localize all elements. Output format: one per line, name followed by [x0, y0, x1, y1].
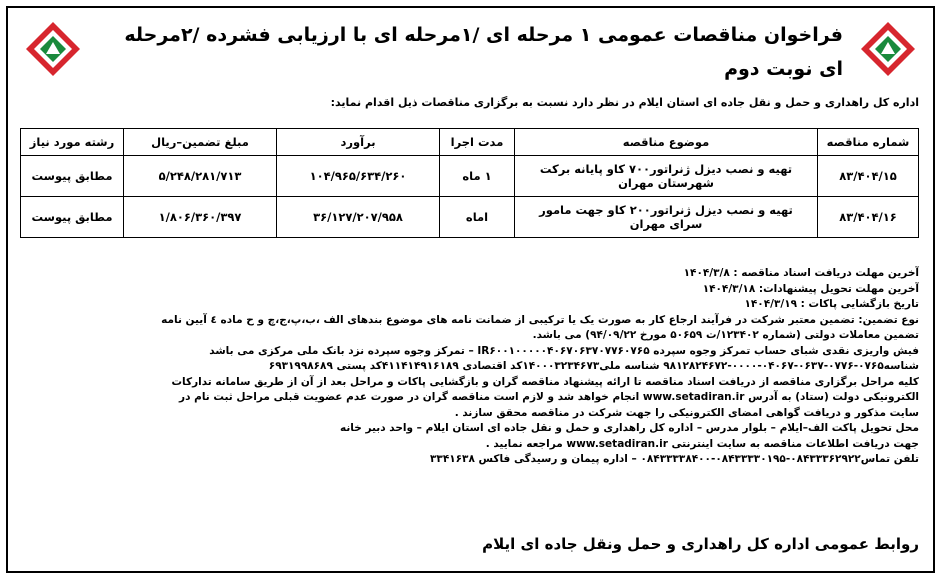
col-header: شماره مناقصه	[818, 129, 919, 156]
table-header-row	[21, 129, 919, 156]
page-title: فراخوان مناقصات عمومی ۱ مرحله ای /۱مرحله ای با ارزیابی فشرده /۲مرحله ای نوبت دوم	[124, 24, 843, 80]
table-cell: ۸۳/۴۰۴/۱۶	[818, 197, 919, 238]
col-header: رشته مورد نیاز	[21, 129, 124, 156]
tender-table	[20, 128, 919, 238]
detail-line: نوع تضمین: تضمین معتبر شرکت در فرآیند ارجاع کار به صورت یک یا ترکیبی از ضمانت نامه های موضوع بندهای الف ،ب،پ،ج،چ و ح ماده ٤ آیین نامه	[161, 313, 919, 326]
details-block	[22, 266, 919, 468]
col-header: مبلغ تضمین–ریال	[124, 129, 277, 156]
table-cell: اماه	[440, 197, 515, 238]
detail-line: تلفن تماس۰۸۴۳۳۳۶۲۹۲۲-۰۸۴۳۳۳۳۰۱۹۵-۰۸۴۳۳۳۳۸۴۰۰ – اداره پیمان و رسیدگی فاکس ۳۳۴۱۶۳۸	[430, 453, 919, 465]
road-administration-logo	[24, 20, 82, 78]
tender-notice	[6, 6, 935, 573]
table-cell: ۱/۸۰۶/۳۶۰/۳۹۷	[124, 197, 277, 238]
col-header: موضوع مناقصه	[515, 129, 818, 156]
detail-line: سایت مذکور و دریافت گواهی امضای الکترونیکی را جهت شرکت در مناقصه محقق سازند .	[454, 406, 919, 419]
detail-line: آخرین مهلت تحویل پیشنهادات: ۱۴۰۴/۳/۱۸	[702, 282, 919, 295]
detail-line: جهت دریافت اطلاعات مناقصه به سایت اینترنتی www.setadiran.ir مراجعه نمایید .	[485, 437, 919, 450]
table-cell: تهیه و نصب دیزل ژنراتور۲۰۰ کاو جهت مامور سرای مهران	[515, 197, 818, 238]
table-row	[21, 156, 919, 197]
detail-line: محل تحویل پاکت الف–ایلام – بلوار مدرس – اداره کل راهداری و حمل و نقل جاده ای استان ایلام – واحد دبیر خانه	[339, 422, 919, 434]
table-cell: ۸۳/۴۰۴/۱۵	[818, 156, 919, 197]
table-cell: مطابق پیوست	[21, 156, 124, 197]
detail-line: فیش واریزی نقدی شبای حساب تمرکز وجوه سپرده IR۶۰۰۱۰۰۰۰۰۴۰۶۷۰۶۳۷۰۷۷۶۰۷۶۵ – تمرکز وجوه سپرده نزد بانک ملی مرکزی می باشد	[209, 344, 919, 357]
table-cell: مطابق پیوست	[21, 197, 124, 238]
table-cell: تهیه و نصب دیزل ژنراتور۷۰۰ کاو پایانه برکت شهرستان مهران	[515, 156, 818, 197]
detail-line: آخرین مهلت دریافت اسناد مناقصه : ۱۴۰۴/۳/۸	[683, 267, 919, 279]
col-header: برآورد	[277, 129, 440, 156]
detail-line: الکترونیکی دولت (ستاد) به آدرس www.setadiran.ir انجام خواهد شد و لازم است مناقصه گران در صورت عدم عضویت قبلی مراحل ثبت نام در	[179, 391, 919, 403]
table-cell: ۱ ماه	[440, 156, 515, 197]
col-header: مدت اجرا	[440, 129, 515, 156]
table-cell: ۱۰۴/۹۶۵/۶۳۴/۲۶۰	[277, 156, 440, 197]
table-cell: ۳۶/۱۲۷/۲۰۷/۹۵۸	[277, 197, 440, 238]
detail-line: کلیه مراحل برگزاری مناقصه از دریافت اسناد مناقصه تا ارائه پیشنهاد مناقصه گران و بازگشایی پاکات و مراحل بعد از آن از طریق سامانه تدارکات	[171, 375, 919, 388]
intro-text: اداره کل راهداری و حمل و نقل جاده ای استان ایلام در نظر دارد نسبت به برگزاری مناقصات ذیل اقدام نماید:	[330, 96, 919, 109]
detail-line: تضمین معاملات دولتی (شماره ۱۲۳۴۰۲/ت ۵۰۶۵۹ مورخ ۹۴/۰۹/۲۲) می باشد.	[532, 329, 919, 341]
detail-line: شناسه۰۷۶۵-۰۷۷۶-۰۶۳۷-۰۴۰۶۷-۰۰۰۰-۹۸۱۲۸۲۴۶۷۲ شناسه ملی۱۴۰۰۰۳۲۳۴۶۷۳کد اقتصادی ۴۱۱۴۱۴۹۱۶۱۸۹کد پستی ۶۹۳۱۹۹۸۶۸۹	[268, 360, 919, 372]
road-administration-logo	[859, 20, 917, 78]
footer-signature: روابط عمومی اداره کل راهداری و حمل ونقل جاده ای ایلام	[482, 535, 919, 553]
table-cell: ۵/۲۴۸/۲۸۱/۷۱۳	[124, 156, 277, 197]
table-row	[21, 197, 919, 238]
detail-line: تاریخ بازگشایی پاکات : ۱۴۰۴/۳/۱۹	[744, 298, 919, 310]
